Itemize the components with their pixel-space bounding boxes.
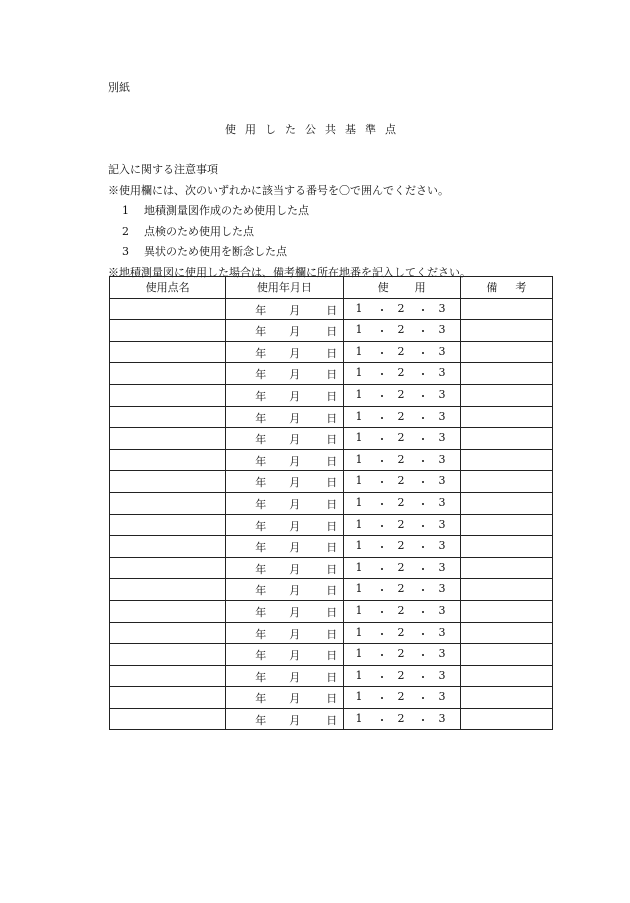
day-label: 日 bbox=[326, 389, 338, 403]
use-cell[interactable] bbox=[343, 600, 460, 622]
use-cell[interactable] bbox=[343, 471, 460, 493]
use-separator: ・ bbox=[376, 562, 388, 576]
month-label: 月 bbox=[289, 692, 301, 706]
month-label: 月 bbox=[289, 411, 301, 425]
date-cell[interactable] bbox=[226, 622, 343, 644]
use-separator: ・ bbox=[417, 541, 429, 555]
notes-item-number: 3 bbox=[122, 245, 129, 259]
remarks-cell[interactable] bbox=[460, 492, 552, 514]
use-separator: ・ bbox=[376, 476, 388, 490]
page-title: 使用した公共基準点 bbox=[225, 123, 405, 136]
month-label: 月 bbox=[289, 454, 301, 468]
use-option-3: 3 bbox=[438, 690, 446, 704]
use-option-1: 1 bbox=[355, 344, 363, 358]
use-cell[interactable] bbox=[343, 406, 460, 428]
use-separator: ・ bbox=[417, 584, 429, 598]
use-separator: ・ bbox=[417, 670, 429, 684]
notes-line-1: ※使用欄には、次のいずれかに該当する番号を〇で囲んでください。 bbox=[108, 183, 449, 197]
use-option-3: 3 bbox=[438, 495, 446, 509]
use-separator: ・ bbox=[376, 346, 388, 360]
day-label: 日 bbox=[326, 649, 338, 663]
table-row bbox=[110, 644, 553, 666]
notes-line-2: ※地積測量図に使用した場合は、備考欄に所在地番を記入してください。 bbox=[108, 265, 471, 279]
use-option-3: 3 bbox=[438, 431, 446, 445]
use-option-2: 2 bbox=[397, 474, 405, 488]
month-label: 月 bbox=[289, 476, 301, 490]
use-cell[interactable] bbox=[343, 428, 460, 450]
use-option-1: 1 bbox=[355, 387, 363, 401]
use-option-2: 2 bbox=[397, 560, 405, 574]
table-header-row bbox=[110, 277, 553, 299]
day-label: 日 bbox=[326, 476, 338, 490]
use-separator: ・ bbox=[376, 411, 388, 425]
table-row bbox=[110, 708, 553, 730]
year-label: 年 bbox=[255, 433, 267, 447]
use-option-3: 3 bbox=[438, 539, 446, 553]
use-separator: ・ bbox=[417, 476, 429, 490]
use-separator: ・ bbox=[417, 605, 429, 619]
day-label: 日 bbox=[326, 692, 338, 706]
use-option-2: 2 bbox=[397, 625, 405, 639]
use-separator: ・ bbox=[376, 519, 388, 533]
year-label: 年 bbox=[255, 649, 267, 663]
day-label: 日 bbox=[326, 325, 338, 339]
point-name-cell[interactable] bbox=[110, 622, 226, 644]
use-cell[interactable] bbox=[343, 341, 460, 363]
use-separator: ・ bbox=[417, 713, 429, 727]
table-row bbox=[110, 622, 553, 644]
month-label: 月 bbox=[289, 627, 301, 641]
use-cell[interactable] bbox=[343, 579, 460, 601]
use-cell[interactable] bbox=[343, 536, 460, 558]
use-option-2: 2 bbox=[397, 603, 405, 617]
use-option-1: 1 bbox=[355, 560, 363, 574]
date-cell[interactable] bbox=[226, 428, 343, 450]
point-name-cell[interactable] bbox=[110, 644, 226, 666]
month-label: 月 bbox=[289, 303, 301, 317]
use-option-2: 2 bbox=[397, 409, 405, 423]
header-remarks: 備考 bbox=[460, 277, 552, 299]
table-row bbox=[110, 428, 553, 450]
use-separator: ・ bbox=[417, 562, 429, 576]
use-option-2: 2 bbox=[397, 366, 405, 380]
use-option-3: 3 bbox=[438, 387, 446, 401]
use-cell[interactable] bbox=[343, 665, 460, 687]
year-label: 年 bbox=[255, 519, 267, 533]
month-label: 月 bbox=[289, 519, 301, 533]
notes-item-text: 異状のため使用を断念した点 bbox=[144, 245, 287, 259]
use-option-2: 2 bbox=[397, 711, 405, 725]
remarks-cell[interactable] bbox=[460, 341, 552, 363]
use-option-1: 1 bbox=[355, 452, 363, 466]
use-separator: ・ bbox=[417, 303, 429, 317]
use-separator: ・ bbox=[376, 433, 388, 447]
remarks-cell[interactable] bbox=[460, 622, 552, 644]
remarks-cell[interactable] bbox=[460, 644, 552, 666]
table-row bbox=[110, 514, 553, 536]
use-cell[interactable] bbox=[343, 492, 460, 514]
use-option-1: 1 bbox=[355, 474, 363, 488]
use-separator: ・ bbox=[376, 368, 388, 382]
table-row bbox=[110, 579, 553, 601]
day-label: 日 bbox=[326, 303, 338, 317]
use-option-1: 1 bbox=[355, 366, 363, 380]
table-row bbox=[110, 687, 553, 709]
use-option-3: 3 bbox=[438, 366, 446, 380]
use-separator: ・ bbox=[376, 584, 388, 598]
use-option-1: 1 bbox=[355, 517, 363, 531]
use-option-3: 3 bbox=[438, 452, 446, 466]
use-separator: ・ bbox=[417, 454, 429, 468]
notes-heading: 記入に関する注意事項 bbox=[108, 163, 218, 176]
header-date: 使用年月日 bbox=[226, 277, 343, 299]
usage-table bbox=[109, 276, 553, 730]
day-label: 日 bbox=[326, 497, 338, 511]
table-row bbox=[110, 298, 553, 320]
use-option-1: 1 bbox=[355, 495, 363, 509]
notes-section bbox=[108, 160, 568, 284]
month-label: 月 bbox=[289, 541, 301, 555]
date-cell[interactable] bbox=[226, 406, 343, 428]
month-label: 月 bbox=[289, 649, 301, 663]
month-label: 月 bbox=[289, 389, 301, 403]
date-cell[interactable] bbox=[226, 298, 343, 320]
notes-item-2 bbox=[108, 222, 568, 243]
use-cell[interactable] bbox=[343, 687, 460, 709]
date-cell[interactable] bbox=[226, 644, 343, 666]
year-label: 年 bbox=[255, 584, 267, 598]
use-separator: ・ bbox=[376, 303, 388, 317]
month-label: 月 bbox=[289, 605, 301, 619]
use-cell[interactable] bbox=[343, 384, 460, 406]
table-row bbox=[110, 384, 553, 406]
use-option-1: 1 bbox=[355, 625, 363, 639]
date-cell[interactable] bbox=[226, 492, 343, 514]
day-label: 日 bbox=[326, 454, 338, 468]
date-cell[interactable] bbox=[226, 687, 343, 709]
point-name-cell[interactable] bbox=[110, 363, 226, 385]
use-separator: ・ bbox=[376, 627, 388, 641]
use-cell[interactable] bbox=[343, 449, 460, 471]
day-label: 日 bbox=[326, 584, 338, 598]
date-cell[interactable] bbox=[226, 514, 343, 536]
point-name-cell[interactable] bbox=[110, 406, 226, 428]
header-point-name: 使用点名 bbox=[110, 277, 226, 299]
year-label: 年 bbox=[255, 562, 267, 576]
day-label: 日 bbox=[326, 346, 338, 360]
point-name-cell[interactable] bbox=[110, 428, 226, 450]
remarks-cell[interactable] bbox=[460, 536, 552, 558]
remarks-cell[interactable] bbox=[460, 514, 552, 536]
use-option-3: 3 bbox=[438, 301, 446, 315]
remarks-cell[interactable] bbox=[460, 298, 552, 320]
notes-item-1 bbox=[108, 201, 568, 222]
use-option-3: 3 bbox=[438, 409, 446, 423]
notes-item-text: 地積測量図作成のため使用した点 bbox=[144, 204, 309, 218]
point-name-cell[interactable] bbox=[110, 600, 226, 622]
use-option-3: 3 bbox=[438, 647, 446, 661]
use-separator: ・ bbox=[376, 605, 388, 619]
remarks-cell[interactable] bbox=[460, 579, 552, 601]
use-option-1: 1 bbox=[355, 668, 363, 682]
date-cell[interactable] bbox=[226, 579, 343, 601]
use-option-1: 1 bbox=[355, 431, 363, 445]
use-cell[interactable] bbox=[343, 320, 460, 342]
day-label: 日 bbox=[326, 605, 338, 619]
use-option-1: 1 bbox=[355, 539, 363, 553]
point-name-cell[interactable] bbox=[110, 687, 226, 709]
use-option-2: 2 bbox=[397, 517, 405, 531]
use-cell[interactable] bbox=[343, 708, 460, 730]
month-label: 月 bbox=[289, 433, 301, 447]
use-cell[interactable] bbox=[343, 644, 460, 666]
point-name-cell[interactable] bbox=[110, 557, 226, 579]
month-label: 月 bbox=[289, 584, 301, 598]
year-label: 年 bbox=[255, 713, 267, 727]
remarks-cell[interactable] bbox=[460, 471, 552, 493]
use-option-3: 3 bbox=[438, 517, 446, 531]
point-name-cell[interactable] bbox=[110, 341, 226, 363]
use-separator: ・ bbox=[417, 649, 429, 663]
date-cell[interactable] bbox=[226, 708, 343, 730]
table-body bbox=[110, 298, 553, 730]
point-name-cell[interactable] bbox=[110, 536, 226, 558]
use-cell[interactable] bbox=[343, 298, 460, 320]
day-label: 日 bbox=[326, 562, 338, 576]
date-cell[interactable] bbox=[226, 363, 343, 385]
day-label: 日 bbox=[326, 411, 338, 425]
date-cell[interactable] bbox=[226, 341, 343, 363]
use-option-3: 3 bbox=[438, 603, 446, 617]
remarks-cell[interactable] bbox=[460, 428, 552, 450]
use-option-2: 2 bbox=[397, 323, 405, 337]
use-separator: ・ bbox=[376, 713, 388, 727]
table-row bbox=[110, 406, 553, 428]
use-separator: ・ bbox=[417, 433, 429, 447]
year-label: 年 bbox=[255, 368, 267, 382]
notes-item-number: 2 bbox=[122, 224, 129, 238]
use-option-2: 2 bbox=[397, 431, 405, 445]
notes-item-3 bbox=[108, 242, 568, 263]
use-option-2: 2 bbox=[397, 387, 405, 401]
year-label: 年 bbox=[255, 605, 267, 619]
date-cell[interactable] bbox=[226, 471, 343, 493]
point-name-cell[interactable] bbox=[110, 579, 226, 601]
use-separator: ・ bbox=[417, 411, 429, 425]
use-option-1: 1 bbox=[355, 690, 363, 704]
point-name-cell[interactable] bbox=[110, 449, 226, 471]
remarks-cell[interactable] bbox=[460, 363, 552, 385]
use-separator: ・ bbox=[376, 670, 388, 684]
use-option-2: 2 bbox=[397, 344, 405, 358]
use-option-1: 1 bbox=[355, 301, 363, 315]
remarks-cell[interactable] bbox=[460, 320, 552, 342]
date-cell[interactable] bbox=[226, 665, 343, 687]
remarks-cell[interactable] bbox=[460, 687, 552, 709]
point-name-cell[interactable] bbox=[110, 320, 226, 342]
use-option-2: 2 bbox=[397, 452, 405, 466]
attachment-label: 別紙 bbox=[108, 81, 130, 94]
date-cell[interactable] bbox=[226, 320, 343, 342]
month-label: 月 bbox=[289, 713, 301, 727]
use-option-2: 2 bbox=[397, 495, 405, 509]
use-option-1: 1 bbox=[355, 647, 363, 661]
use-option-3: 3 bbox=[438, 711, 446, 725]
year-label: 年 bbox=[255, 411, 267, 425]
point-name-cell[interactable] bbox=[110, 708, 226, 730]
month-label: 月 bbox=[289, 368, 301, 382]
use-option-3: 3 bbox=[438, 344, 446, 358]
year-label: 年 bbox=[255, 325, 267, 339]
use-option-3: 3 bbox=[438, 625, 446, 639]
date-cell[interactable] bbox=[226, 384, 343, 406]
year-label: 年 bbox=[255, 303, 267, 317]
day-label: 日 bbox=[326, 627, 338, 641]
use-separator: ・ bbox=[417, 346, 429, 360]
day-label: 日 bbox=[326, 670, 338, 684]
use-cell[interactable] bbox=[343, 622, 460, 644]
day-label: 日 bbox=[326, 519, 338, 533]
table-row bbox=[110, 492, 553, 514]
use-separator: ・ bbox=[417, 325, 429, 339]
table-row bbox=[110, 665, 553, 687]
use-option-3: 3 bbox=[438, 668, 446, 682]
use-option-2: 2 bbox=[397, 690, 405, 704]
use-option-1: 1 bbox=[355, 711, 363, 725]
day-label: 日 bbox=[326, 713, 338, 727]
year-label: 年 bbox=[255, 476, 267, 490]
use-option-2: 2 bbox=[397, 668, 405, 682]
remarks-cell[interactable] bbox=[460, 600, 552, 622]
notes-item-number: 1 bbox=[122, 204, 129, 218]
use-separator: ・ bbox=[376, 541, 388, 555]
day-label: 日 bbox=[326, 433, 338, 447]
month-label: 月 bbox=[289, 670, 301, 684]
notes-item-text: 点検のため使用した点 bbox=[144, 224, 254, 238]
year-label: 年 bbox=[255, 346, 267, 360]
month-label: 月 bbox=[289, 325, 301, 339]
use-option-1: 1 bbox=[355, 409, 363, 423]
point-name-cell[interactable] bbox=[110, 492, 226, 514]
use-option-3: 3 bbox=[438, 474, 446, 488]
point-name-cell[interactable] bbox=[110, 298, 226, 320]
year-label: 年 bbox=[255, 670, 267, 684]
use-separator: ・ bbox=[417, 497, 429, 511]
month-label: 月 bbox=[289, 346, 301, 360]
year-label: 年 bbox=[255, 627, 267, 641]
point-name-cell[interactable] bbox=[110, 514, 226, 536]
table-row bbox=[110, 536, 553, 558]
point-name-cell[interactable] bbox=[110, 471, 226, 493]
use-separator: ・ bbox=[376, 389, 388, 403]
year-label: 年 bbox=[255, 389, 267, 403]
use-separator: ・ bbox=[376, 692, 388, 706]
table-row bbox=[110, 600, 553, 622]
use-separator: ・ bbox=[376, 649, 388, 663]
date-cell[interactable] bbox=[226, 536, 343, 558]
remarks-cell[interactable] bbox=[460, 406, 552, 428]
use-option-1: 1 bbox=[355, 323, 363, 337]
day-label: 日 bbox=[326, 541, 338, 555]
year-label: 年 bbox=[255, 541, 267, 555]
use-cell[interactable] bbox=[343, 514, 460, 536]
header-use: 使用 bbox=[343, 277, 460, 299]
use-option-2: 2 bbox=[397, 582, 405, 596]
month-label: 月 bbox=[289, 562, 301, 576]
month-label: 月 bbox=[289, 497, 301, 511]
use-option-3: 3 bbox=[438, 323, 446, 337]
remarks-cell[interactable] bbox=[460, 384, 552, 406]
use-separator: ・ bbox=[417, 692, 429, 706]
use-option-1: 1 bbox=[355, 582, 363, 596]
remarks-cell[interactable] bbox=[460, 557, 552, 579]
use-option-1: 1 bbox=[355, 603, 363, 617]
table-row bbox=[110, 471, 553, 493]
use-separator: ・ bbox=[417, 368, 429, 382]
date-cell[interactable] bbox=[226, 449, 343, 471]
use-separator: ・ bbox=[376, 497, 388, 511]
use-separator: ・ bbox=[376, 325, 388, 339]
use-option-2: 2 bbox=[397, 301, 405, 315]
use-separator: ・ bbox=[376, 454, 388, 468]
use-separator: ・ bbox=[417, 519, 429, 533]
day-label: 日 bbox=[326, 368, 338, 382]
remarks-cell[interactable] bbox=[460, 665, 552, 687]
point-name-cell[interactable] bbox=[110, 384, 226, 406]
table-row bbox=[110, 449, 553, 471]
use-cell[interactable] bbox=[343, 363, 460, 385]
table-row bbox=[110, 320, 553, 342]
use-separator: ・ bbox=[417, 627, 429, 641]
table-row bbox=[110, 557, 553, 579]
year-label: 年 bbox=[255, 497, 267, 511]
table-row bbox=[110, 363, 553, 385]
use-option-2: 2 bbox=[397, 539, 405, 553]
use-cell[interactable] bbox=[343, 557, 460, 579]
table-row bbox=[110, 341, 553, 363]
use-option-2: 2 bbox=[397, 647, 405, 661]
date-cell[interactable] bbox=[226, 557, 343, 579]
point-name-cell[interactable] bbox=[110, 665, 226, 687]
year-label: 年 bbox=[255, 692, 267, 706]
use-option-3: 3 bbox=[438, 582, 446, 596]
use-separator: ・ bbox=[417, 389, 429, 403]
remarks-cell[interactable] bbox=[460, 449, 552, 471]
date-cell[interactable] bbox=[226, 600, 343, 622]
remarks-cell[interactable] bbox=[460, 708, 552, 730]
year-label: 年 bbox=[255, 454, 267, 468]
use-option-3: 3 bbox=[438, 560, 446, 574]
